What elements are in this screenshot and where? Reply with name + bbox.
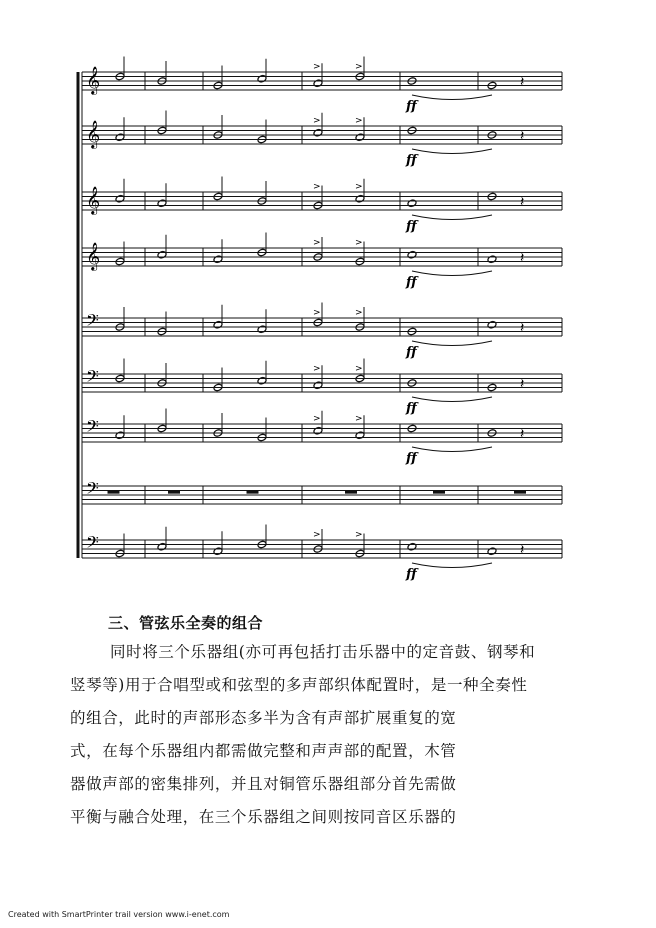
text-line-6: 平衡与融合处理，在三个乐器组之间则按同音区乐器的 — [70, 808, 457, 826]
half-note — [313, 79, 323, 88]
bass-clef-icon: 𝄢 — [86, 366, 99, 390]
tie — [412, 95, 492, 100]
accent-mark: > — [355, 530, 363, 540]
text-line-4: 式，在每个乐器组内都需做完整和声声部的配置，木管 — [70, 742, 457, 760]
half-note — [355, 133, 365, 142]
tie — [412, 447, 492, 452]
accent-mark: > — [313, 62, 321, 72]
rest: 𝄽 — [520, 194, 525, 210]
dynamic-ff: ff — [406, 219, 417, 234]
accent-mark: > — [313, 182, 321, 192]
dynamic-ff: ff — [406, 99, 417, 114]
bass-clef-icon: 𝄢 — [86, 310, 99, 334]
half-note — [157, 542, 167, 551]
rest: 𝄽 — [520, 376, 525, 392]
whole-rest — [108, 491, 120, 494]
rest: 𝄽 — [520, 320, 525, 336]
half-note — [115, 133, 125, 142]
treble-clef-icon: 𝄞 — [86, 186, 101, 214]
tie — [412, 215, 492, 220]
accent-mark: > — [313, 414, 321, 424]
whole-note — [487, 255, 497, 264]
bass-clef-icon: 𝄢 — [86, 416, 99, 440]
half-note — [257, 325, 267, 334]
rest: 𝄽 — [520, 250, 525, 266]
half-note — [213, 547, 223, 556]
tie — [412, 341, 492, 346]
bass-clef-icon: 𝄢 — [86, 532, 99, 556]
whole-rest — [433, 491, 445, 494]
whole-note — [407, 542, 417, 551]
dynamic-ff: ff — [406, 567, 417, 582]
accent-mark: > — [313, 238, 321, 248]
half-note — [115, 431, 125, 440]
dynamic-ff: ff — [406, 275, 417, 290]
half-note — [213, 255, 223, 264]
tie — [412, 271, 492, 276]
text-line-1: 同时将三个乐器组(亦可再包括打击乐器中的定音鼓、钢琴和 — [110, 643, 536, 661]
half-note — [157, 250, 167, 259]
accent-mark: > — [355, 414, 363, 424]
bass-clef-icon: 𝄢 — [86, 478, 99, 502]
rest: 𝄽 — [520, 74, 525, 90]
half-note — [355, 431, 365, 440]
whole-note — [407, 199, 417, 208]
accent-mark: > — [355, 238, 363, 248]
whole-rest — [514, 491, 526, 494]
accent-mark: > — [355, 182, 363, 192]
accent-mark: > — [355, 116, 363, 126]
half-note — [257, 376, 267, 385]
accent-mark: > — [313, 116, 321, 126]
tie — [412, 563, 492, 568]
dynamic-ff: ff — [406, 401, 417, 416]
accent-mark: > — [313, 530, 321, 540]
text-line-5: 器做声部的密集排列，并且对铜管乐器组部分首先需做 — [70, 775, 457, 793]
half-note — [157, 199, 167, 208]
rest: 𝄽 — [520, 426, 525, 442]
half-note — [313, 128, 323, 137]
section-heading: 三、管弦乐全奏的组合 — [108, 614, 264, 632]
accent-mark: > — [313, 364, 321, 374]
tie — [412, 397, 492, 402]
half-note — [313, 381, 323, 390]
text-line-2: 竖琴等)用于合唱型或和弦型的多声部织体配置时，是一种全奏性 — [70, 676, 528, 694]
half-note — [313, 426, 323, 435]
treble-clef-icon: 𝄞 — [86, 242, 101, 270]
accent-mark: > — [355, 308, 363, 318]
accent-mark: > — [355, 364, 363, 374]
whole-rest — [168, 491, 180, 494]
whole-note — [407, 250, 417, 259]
half-note — [115, 194, 125, 203]
half-note — [213, 320, 223, 329]
rest: 𝄽 — [520, 542, 525, 558]
whole-note — [487, 547, 497, 556]
watermark-footer: Created with SmartPrinter trail version www.i-enet.com — [8, 910, 230, 919]
rest: 𝄽 — [520, 128, 525, 144]
dynamic-ff: ff — [406, 153, 417, 168]
tie — [412, 149, 492, 154]
accent-mark: > — [355, 62, 363, 72]
dynamic-ff: ff — [406, 345, 417, 360]
treble-clef-icon: 𝄞 — [86, 120, 101, 148]
whole-rest — [345, 491, 357, 494]
accent-mark: > — [313, 308, 321, 318]
whole-rest — [247, 491, 259, 494]
dynamic-ff: ff — [406, 451, 417, 466]
treble-clef-icon: 𝄞 — [86, 66, 101, 94]
half-note — [257, 74, 267, 83]
text-line-3: 的组合，此时的声部形态多半为含有声部扩展重复的宽 — [70, 709, 457, 727]
half-note — [355, 194, 365, 203]
whole-note — [487, 320, 497, 329]
